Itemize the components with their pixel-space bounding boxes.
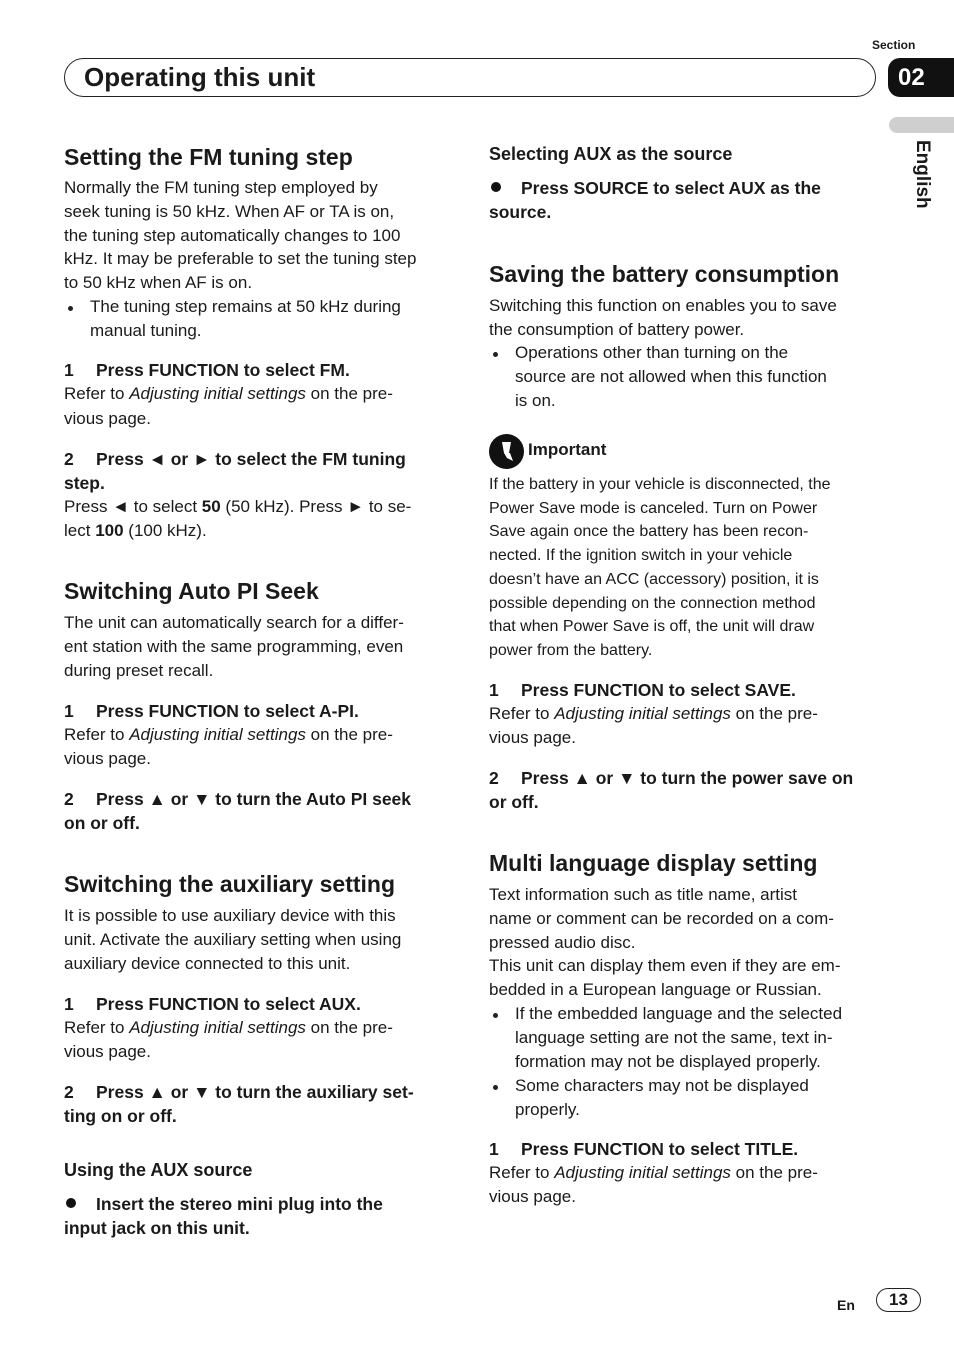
- multi-para-line: This unit can display them even if they are em-: [489, 956, 841, 975]
- important-icon: [489, 434, 524, 469]
- multi-para-line: bedded in a European language or Russian.: [489, 980, 822, 999]
- pi-step1-number: 1: [64, 701, 74, 721]
- multi-bullet1-line: If the embedded language and the selected: [515, 1004, 843, 1023]
- fm-heading: Setting the FM tuning step: [64, 144, 353, 170]
- language-code: En: [837, 1297, 855, 1313]
- battery-para-line: Switching this function on enables you to save: [489, 296, 837, 315]
- aux-para-line: auxiliary device connected to this unit.: [64, 954, 351, 973]
- aux-para-line: It is possible to use auxiliary device with this: [64, 906, 396, 925]
- aux-step1-ref-line2: vious page.: [64, 1042, 151, 1061]
- pi-step1: Press FUNCTION to select A-PI.: [96, 701, 359, 721]
- multi-para-line: Text information such as title name, artist: [489, 885, 798, 904]
- fm-para-line: Normally the FM tuning step employed by: [64, 178, 378, 197]
- pi-step2-number: 2: [64, 789, 74, 809]
- bullet-icon: [66, 1198, 76, 1208]
- bullet-icon: [493, 1013, 498, 1018]
- important-line: power from the battery.: [489, 642, 653, 659]
- fm-step1-number: 1: [64, 360, 74, 380]
- aux-step2-number: 2: [64, 1082, 74, 1102]
- section-label: Section: [872, 38, 916, 52]
- fm-step1-ref-line2: vious page.: [64, 409, 151, 428]
- important-line: possible depending on the connection method: [489, 595, 816, 612]
- important-label: Important: [528, 440, 607, 459]
- fm-bullet-line: The tuning step remains at 50 kHz during: [90, 297, 401, 316]
- language-label: English: [912, 140, 933, 209]
- aux-step1-ref: Refer to Adjusting initial settings on the pre-: [64, 1018, 393, 1037]
- fm-step2-body: Press ◄ to select 50 (50 kHz). Press ► to se-: [64, 497, 412, 516]
- pi-step2-line1: Press ▲ or ▼ to turn the Auto PI seek: [96, 789, 412, 809]
- using-aux-line1: Insert the stereo mini plug into the: [96, 1194, 383, 1214]
- select-aux-heading: Selecting AUX as the source: [489, 144, 733, 164]
- bullet-icon: [491, 182, 501, 192]
- battery-step1: Press FUNCTION to select SAVE.: [521, 680, 796, 700]
- battery-step2-line1: Press ▲ or ▼ to turn the power save on: [521, 768, 854, 788]
- page-title: Operating this unit: [84, 62, 316, 92]
- important-line: doesn’t have an ACC (accessory) position, it is: [489, 571, 819, 588]
- fm-para-line: seek tuning is 50 kHz. When AF or TA is on,: [64, 202, 395, 221]
- fm-step2-number: 2: [64, 449, 74, 469]
- battery-bullet-line: source are not allowed when this function: [515, 367, 827, 386]
- pi-step1-ref-line2: vious page.: [64, 749, 151, 768]
- battery-heading: Saving the battery consumption: [489, 261, 840, 287]
- important-line: that when Power Save is off, the unit will draw: [489, 618, 815, 635]
- battery-para-line: the consumption of battery power.: [489, 320, 745, 339]
- multi-bullet2-line: properly.: [515, 1100, 580, 1119]
- multi-step1-ref: Refer to Adjusting initial settings on the pre-: [489, 1163, 818, 1182]
- aux-step1-number: 1: [64, 994, 74, 1014]
- important-line: If the battery in your vehicle is disconnected, the: [489, 476, 831, 493]
- important-line: Save again once the battery has been recon-: [489, 523, 809, 540]
- multi-step1-number: 1: [489, 1139, 499, 1159]
- using-aux-line2: input jack on this unit.: [64, 1218, 250, 1238]
- language-tab-bar: [889, 117, 954, 133]
- pi-heading: Switching Auto PI Seek: [64, 578, 319, 604]
- important-line: nected. If the ignition switch in your vehicle: [489, 547, 793, 564]
- aux-step2-line1: Press ▲ or ▼ to turn the auxiliary set-: [96, 1082, 414, 1102]
- bullet-icon: [493, 352, 498, 357]
- aux-step2-line2: ting on or off.: [64, 1106, 177, 1126]
- pi-step2-line2: on or off.: [64, 813, 140, 833]
- battery-bullet-line: is on.: [515, 391, 556, 410]
- aux-heading: Switching the auxiliary setting: [64, 871, 396, 897]
- multi-para-line: pressed audio disc.: [489, 933, 636, 952]
- aux-para-line: unit. Activate the auxiliary setting when using: [64, 930, 402, 949]
- fm-step2-line2: step.: [64, 473, 105, 493]
- page-number: 13: [876, 1288, 921, 1312]
- multi-bullet2-line: Some characters may not be displayed: [515, 1076, 809, 1095]
- battery-step1-ref: Refer to Adjusting initial settings on the pre-: [489, 704, 818, 723]
- bullet-icon: [493, 1085, 498, 1090]
- fm-step2-body-line2: lect 100 (100 kHz).: [64, 521, 207, 540]
- select-aux-line2: source.: [489, 202, 552, 222]
- battery-step2-number: 2: [489, 768, 499, 788]
- pi-step1-ref: Refer to Adjusting initial settings on the pre-: [64, 725, 393, 744]
- section-number-tab: 02: [888, 58, 954, 97]
- multi-bullet1-line: formation may not be displayed properly.: [515, 1052, 821, 1071]
- pi-para-line: The unit can automatically search for a differ-: [64, 613, 404, 632]
- battery-bullet-line: Operations other than turning on the: [515, 343, 789, 362]
- battery-step2-line2: or off.: [489, 792, 539, 812]
- multi-bullet1-line: language setting are not the same, text in-: [515, 1028, 833, 1047]
- pi-para-line: during preset recall.: [64, 661, 214, 680]
- multi-para-line: name or comment can be recorded on a com-: [489, 909, 834, 928]
- important-line: Power Save mode is canceled. Turn on Power: [489, 500, 818, 517]
- fm-step1-ref: Refer to Adjusting initial settings on the pre-: [64, 384, 393, 403]
- using-aux-heading: Using the AUX source: [64, 1160, 253, 1180]
- bullet-icon: [68, 306, 73, 311]
- pi-para-line: ent station with the same programming, even: [64, 637, 404, 656]
- fm-step1: Press FUNCTION to select FM.: [96, 360, 350, 380]
- fm-para-line: kHz. It may be preferable to set the tuning step: [64, 249, 417, 268]
- multi-heading: Multi language display setting: [489, 850, 818, 876]
- fm-para-line: the tuning step automatically changes to 100: [64, 226, 401, 245]
- multi-step1: Press FUNCTION to select TITLE.: [521, 1139, 799, 1159]
- multi-step1-ref-line2: vious page.: [489, 1187, 576, 1206]
- aux-step1: Press FUNCTION to select AUX.: [96, 994, 361, 1014]
- fm-step2-line1: Press ◄ or ► to select the FM tuning: [96, 449, 406, 469]
- battery-step1-number: 1: [489, 680, 499, 700]
- battery-step1-ref-line2: vious page.: [489, 728, 576, 747]
- select-aux-line1: Press SOURCE to select AUX as the: [521, 178, 821, 198]
- fm-bullet-line: manual tuning.: [90, 321, 202, 340]
- fm-para-line: to 50 kHz when AF is on.: [64, 273, 253, 292]
